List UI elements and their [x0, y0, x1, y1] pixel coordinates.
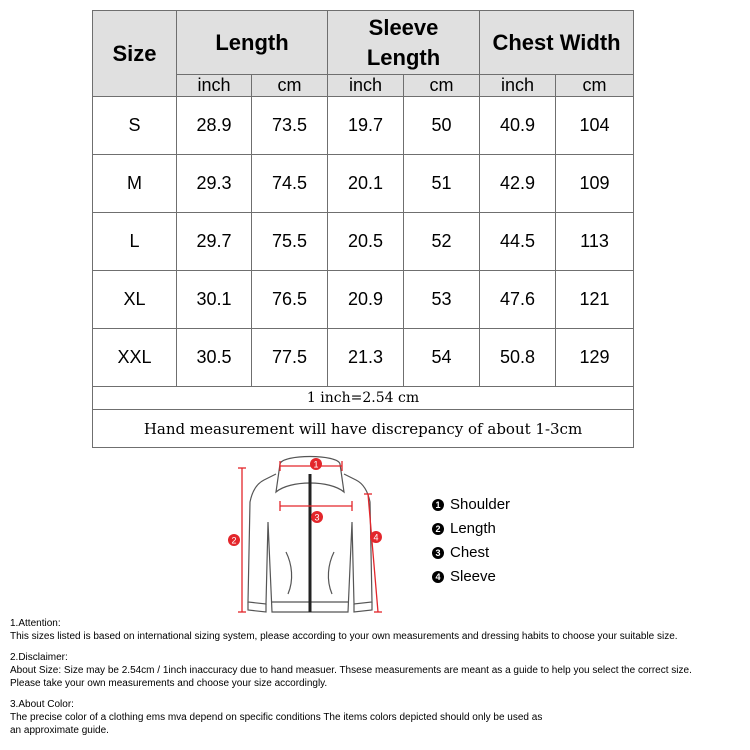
- table-row: [93, 155, 634, 213]
- legend-label: Chest: [450, 544, 490, 561]
- diagram-legend: [432, 495, 510, 591]
- unit-cell: cm: [404, 75, 480, 97]
- legend-item-shoulder: [432, 495, 510, 519]
- table-row: [93, 213, 634, 271]
- unit-cell: cm: [556, 75, 634, 97]
- legend-item-sleeve: [432, 567, 510, 591]
- marker-length: [228, 534, 240, 546]
- attention-block: [10, 617, 745, 643]
- disclaimer-title: 2.Disclaimer:: [10, 652, 68, 663]
- color-line: an approximate guide.: [10, 725, 109, 736]
- size-cell: XXL: [93, 329, 177, 387]
- svg-text:4: 4: [373, 532, 379, 543]
- table-header-row: [93, 11, 634, 75]
- header-sleeve-length: [328, 11, 480, 75]
- sleeve-cm-cell: 54: [404, 329, 480, 387]
- chest-cm-cell: 104: [556, 97, 634, 155]
- sleeve-inch-cell: 21.3: [328, 329, 404, 387]
- unit-cell: cm: [252, 75, 328, 97]
- sleeve-cm-cell: 53: [404, 271, 480, 329]
- table-row: [93, 97, 634, 155]
- notes-section: [10, 617, 745, 745]
- length-cm-cell: 77.5: [252, 329, 328, 387]
- length-cm-cell: 74.5: [252, 155, 328, 213]
- length-inch-cell: 30.5: [177, 329, 252, 387]
- size-cell: S: [93, 97, 177, 155]
- chest-inch-cell: 42.9: [480, 155, 556, 213]
- disclaimer-line: About Size: Size may be 2.54cm / 1inch inaccuracy due to hand measuer. Thsese measurements are meant as a guide to help you select the correct size.: [10, 665, 692, 676]
- header-sleeve-line2: Length: [366, 44, 441, 70]
- sleeve-inch-cell: 20.9: [328, 271, 404, 329]
- legend-label: Length: [450, 520, 496, 537]
- size-cell: M: [93, 155, 177, 213]
- discrepancy-row: [93, 410, 634, 448]
- sleeve-cm-cell: 50: [404, 97, 480, 155]
- conversion-note: 1 inch=2.54 cm: [93, 387, 634, 410]
- chest-inch-cell: 50.8: [480, 329, 556, 387]
- chest-cm-cell: 121: [556, 271, 634, 329]
- discrepancy-note: Hand measurement will have discrepancy of about 1-3cm: [93, 410, 634, 448]
- svg-text:1: 1: [313, 459, 319, 470]
- conversion-row: [93, 387, 634, 410]
- header-sleeve-line1: Sleeve: [368, 14, 439, 40]
- size-cell: XL: [93, 271, 177, 329]
- header-chest-width: Chest Width: [480, 11, 634, 75]
- length-cm-cell: 73.5: [252, 97, 328, 155]
- length-cm-cell: 76.5: [252, 271, 328, 329]
- attention-text: This sizes listed is based on international sizing system, please according to your own measurements and dressing habits to choose your suitable size.: [10, 631, 678, 642]
- marker-sleeve: [370, 531, 382, 543]
- length-inch-cell: 30.1: [177, 271, 252, 329]
- marker-shoulder: [310, 458, 322, 470]
- header-size: Size: [93, 11, 177, 97]
- number-3-icon: 3: [432, 547, 444, 559]
- number-1-icon: 1: [432, 499, 444, 511]
- header-length: Length: [177, 11, 328, 75]
- chest-cm-cell: 113: [556, 213, 634, 271]
- chest-cm-cell: 109: [556, 155, 634, 213]
- disclaimer-block: [10, 651, 745, 690]
- length-inch-cell: 29.3: [177, 155, 252, 213]
- number-4-icon: 4: [432, 571, 444, 583]
- legend-item-chest: [432, 543, 510, 567]
- color-block: [10, 698, 745, 737]
- chest-inch-cell: 44.5: [480, 213, 556, 271]
- svg-text:3: 3: [314, 512, 320, 523]
- size-chart-table: [92, 10, 634, 448]
- legend-label: Shoulder: [450, 496, 511, 513]
- color-line: The precise color of a clothing ems mva depend on specific conditions The items colors depicted should only be used as: [10, 712, 543, 723]
- sleeve-inch-cell: 20.1: [328, 155, 404, 213]
- chest-inch-cell: 40.9: [480, 97, 556, 155]
- length-inch-cell: 29.7: [177, 213, 252, 271]
- chest-cm-cell: 129: [556, 329, 634, 387]
- attention-title: 1.Attention:: [10, 618, 61, 629]
- legend-label: Sleeve: [450, 568, 496, 585]
- unit-cell: inch: [177, 75, 252, 97]
- chest-inch-cell: 47.6: [480, 271, 556, 329]
- sleeve-inch-cell: 19.7: [328, 97, 404, 155]
- table-row: [93, 329, 634, 387]
- unit-cell: inch: [328, 75, 404, 97]
- length-inch-cell: 28.9: [177, 97, 252, 155]
- svg-text:2: 2: [231, 535, 237, 546]
- marker-chest: [311, 511, 323, 523]
- length-cm-cell: 75.5: [252, 213, 328, 271]
- jacket-diagram: [220, 452, 400, 624]
- legend-item-length: [432, 519, 510, 543]
- disclaimer-line: Please take your own measurements and choose your size accordingly.: [10, 678, 328, 689]
- unit-cell: inch: [480, 75, 556, 97]
- sleeve-inch-cell: 20.5: [328, 213, 404, 271]
- sleeve-cm-cell: 51: [404, 155, 480, 213]
- table-row: [93, 271, 634, 329]
- number-2-icon: 2: [432, 523, 444, 535]
- sleeve-cm-cell: 52: [404, 213, 480, 271]
- size-cell: L: [93, 213, 177, 271]
- color-title: 3.About Color:: [10, 699, 74, 710]
